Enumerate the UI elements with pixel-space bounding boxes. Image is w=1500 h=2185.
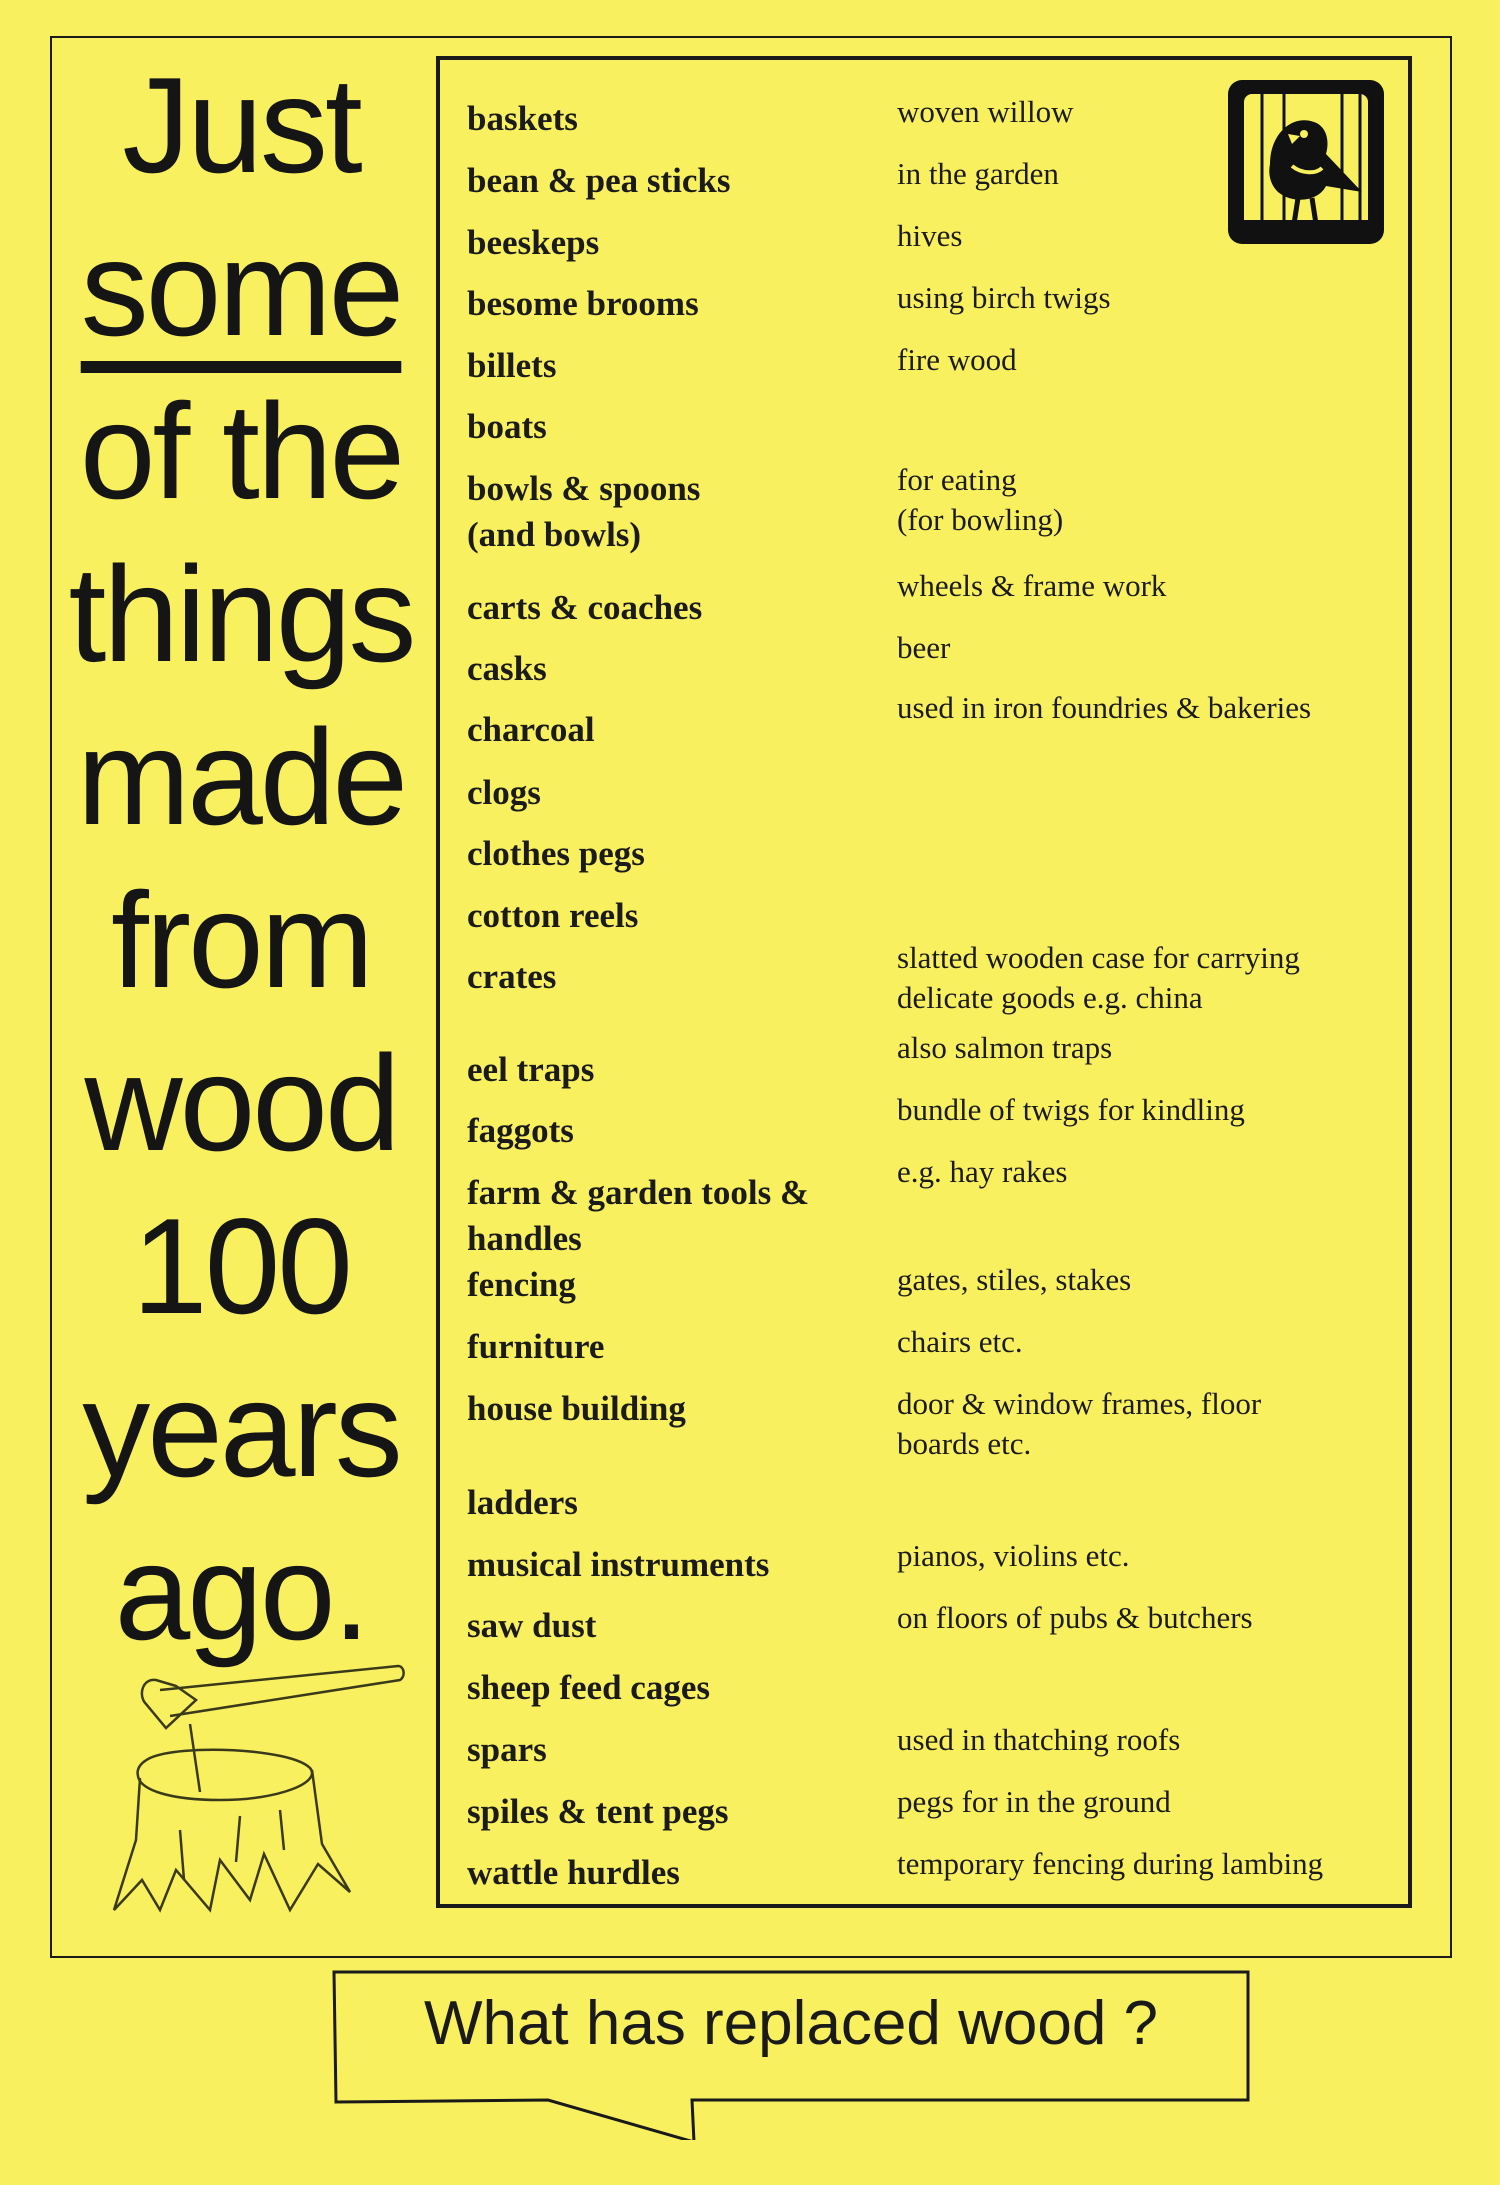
item-use: fire wood xyxy=(897,342,1017,377)
axe-in-stump-drawing xyxy=(60,1640,420,1940)
headline-line-years: years xyxy=(82,1353,400,1505)
headline-line-wood: wood xyxy=(84,1027,398,1179)
item-name: beeskeps xyxy=(467,223,600,262)
question-text: What has replaced wood ? xyxy=(423,1989,1159,2058)
item-use: hives xyxy=(897,218,963,253)
item-use: pianos, violins etc. xyxy=(897,1538,1130,1573)
item-use: door & window frames, floor boards etc. xyxy=(897,1386,1262,1461)
item-name: ladders xyxy=(467,1483,578,1522)
headline-line-made: made xyxy=(76,701,406,853)
headline-line-some: some xyxy=(80,212,402,364)
item-name: eel traps xyxy=(467,1050,595,1089)
item-name: farm & garden tools & handles xyxy=(467,1173,810,1258)
item-name: spiles & tent pegs xyxy=(467,1792,729,1831)
item-name: musical instruments xyxy=(467,1545,770,1584)
item-name: clothes pegs xyxy=(467,834,645,873)
item-use: beer xyxy=(897,630,951,665)
item-use: wheels & frame work xyxy=(897,568,1167,603)
item-name: bean & pea sticks xyxy=(467,161,731,200)
item-use: on floors of pubs & butchers xyxy=(897,1600,1253,1635)
item-use: temporary fencing during lambing xyxy=(897,1846,1324,1881)
item-use: using birch twigs xyxy=(897,280,1111,315)
headline-line-of-the: of the xyxy=(79,375,403,527)
item-use: for eating (for bowling) xyxy=(897,462,1064,537)
item-name: furniture xyxy=(467,1327,605,1366)
item-use: chairs etc. xyxy=(897,1324,1023,1359)
item-use: woven willow xyxy=(897,94,1074,129)
item-use: used in iron foundries & bakeries xyxy=(897,690,1312,725)
item-use: used in thatching roofs xyxy=(897,1722,1181,1757)
item-name: bowls & spoons (and bowls) xyxy=(467,469,701,554)
item-use: also salmon traps xyxy=(897,1030,1113,1065)
item-name: crates xyxy=(467,957,557,996)
item-name: spars xyxy=(467,1730,547,1769)
item-use: e.g. hay rakes xyxy=(897,1154,1068,1189)
item-use: bundle of twigs for kindling xyxy=(897,1092,1245,1127)
item-name: saw dust xyxy=(467,1606,597,1645)
item-name: casks xyxy=(467,649,547,688)
headline-line-just: Just xyxy=(122,49,360,201)
item-use: in the garden xyxy=(897,156,1059,191)
item-name: fencing xyxy=(467,1265,576,1304)
item-name: charcoal xyxy=(467,710,595,749)
headline-line-ago: ago. xyxy=(114,1516,368,1668)
item-name: house building xyxy=(467,1389,686,1428)
headline-line-from: from xyxy=(111,864,371,1016)
item-name: clogs xyxy=(467,773,541,812)
item-name: billets xyxy=(467,346,557,385)
headline xyxy=(60,44,422,1674)
item-use: gates, stiles, stakes xyxy=(897,1262,1132,1297)
item-name: sheep feed cages xyxy=(467,1668,711,1707)
item-name: cotton reels xyxy=(467,896,639,935)
item-name: wattle hurdles xyxy=(467,1853,680,1892)
item-name: faggots xyxy=(467,1111,574,1150)
item-name: boats xyxy=(467,407,547,446)
item-name: carts & coaches xyxy=(467,588,703,627)
headline-line-things: things xyxy=(68,538,414,690)
item-name: besome brooms xyxy=(467,284,699,323)
item-use: pegs for in the ground xyxy=(897,1784,1171,1819)
headline-line-100: 100 xyxy=(132,1190,350,1342)
item-name: baskets xyxy=(467,99,578,138)
item-use: slatted wooden case for carrying delicate goods e.g. china xyxy=(897,940,1300,1015)
